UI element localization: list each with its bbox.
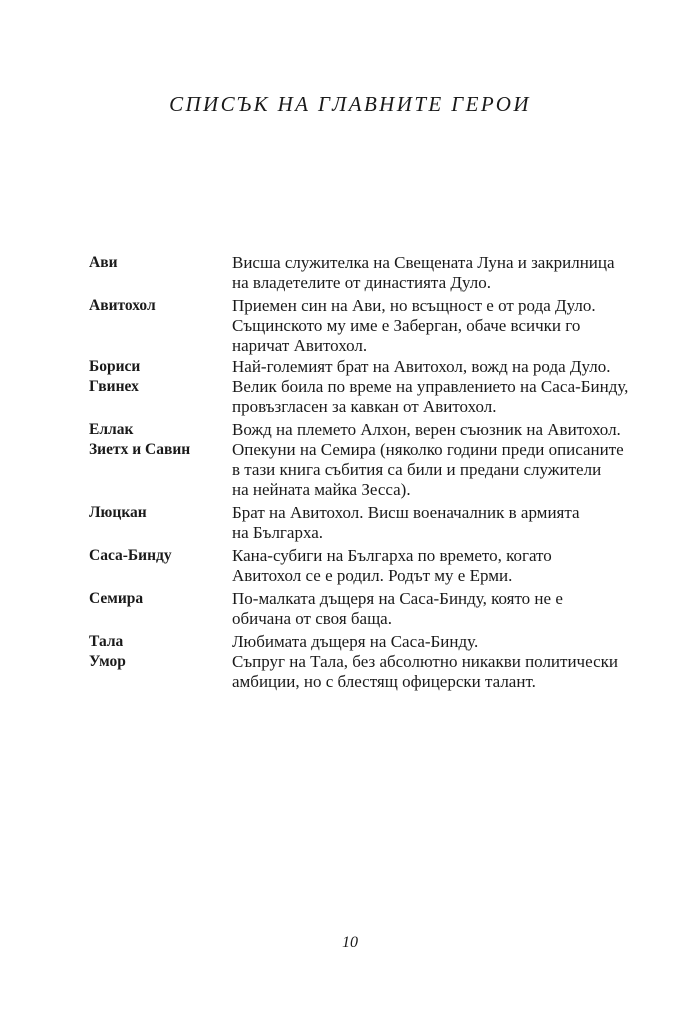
- character-entry: [89, 420, 679, 440]
- description-line: Брат на Авитохол. Висш военачалник в армията: [232, 503, 580, 522]
- character-name: Бориси: [89, 358, 141, 375]
- character-entry: [89, 652, 679, 692]
- description-line: Същинското му име е Заберган, обаче всички го: [232, 316, 581, 335]
- character-entry: [89, 546, 679, 586]
- description-line: Съпруг на Тала, без абсолютно никакви политически: [232, 652, 618, 671]
- page-title: СПИСЪК НА ГЛАВНИТЕ ГЕРОИ: [169, 92, 531, 116]
- description-line: провъзгласен за кавкан от Авитохол.: [232, 397, 497, 416]
- character-entry: [89, 253, 679, 293]
- character-name: Ави: [89, 254, 118, 271]
- description-line: на Българха.: [232, 523, 324, 542]
- description-line: Най-големият брат на Авитохол, вожд на рода Дуло.: [232, 357, 611, 376]
- description-line: в тази книга събития са били и предани служители: [232, 460, 602, 479]
- description-line: наричат Авитохол.: [232, 336, 368, 355]
- description-line: По-малката дъщеря на Саса-Бинду, която не е: [232, 589, 563, 608]
- description-line: на нейната майка Зесса).: [232, 480, 411, 499]
- character-name: Тала: [89, 633, 124, 650]
- description-line: Вожд на племето Алхон, верен съюзник на Авитохол.: [232, 420, 621, 439]
- character-description: [232, 357, 679, 377]
- description-line: Приемен син на Ави, но всъщност е от рода Дуло.: [232, 296, 596, 315]
- description-line: Авитохол се е родил. Родът му е Ерми.: [232, 566, 513, 585]
- description-line: Опекуни на Семира (няколко години преди описаните: [232, 440, 624, 459]
- character-entry: [89, 377, 679, 417]
- character-entry: [89, 589, 679, 629]
- character-entry: [89, 440, 679, 500]
- character-entry: [89, 632, 679, 652]
- description-line: на владетелите от династията Дуло.: [232, 273, 491, 292]
- character-description: [232, 546, 679, 586]
- character-name: Люцкан: [89, 504, 147, 521]
- character-description: [232, 632, 679, 652]
- character-name: Еллак: [89, 421, 134, 438]
- character-name: Саса-Бинду: [89, 547, 172, 564]
- character-entry: [89, 296, 679, 356]
- page-number: 10: [342, 934, 358, 951]
- character-description: [232, 589, 679, 629]
- character-entry: [89, 357, 679, 377]
- character-list: [89, 253, 679, 692]
- character-name: Авитохол: [89, 297, 156, 314]
- character-description: [232, 440, 679, 500]
- character-description: [232, 420, 679, 440]
- character-entry: [89, 503, 679, 543]
- description-line: Висша служителка на Свещената Луна и закрилница: [232, 253, 615, 272]
- character-name: Семира: [89, 590, 144, 607]
- description-line: обичана от своя баща.: [232, 609, 392, 628]
- description-line: Любимата дъщеря на Саса-Бинду.: [232, 632, 479, 651]
- description-line: амбиции, но с блестящ офицерски талант.: [232, 672, 536, 691]
- character-description: [232, 377, 679, 417]
- character-name: Зиетх и Савин: [89, 441, 191, 458]
- description-line: Кана-субиги на Българха по времето, когато: [232, 546, 552, 565]
- character-description: [232, 296, 679, 356]
- description-line: Велик боила по време на управлението на Саса-Бинду,: [232, 377, 629, 396]
- character-description: [232, 503, 679, 543]
- character-name: Умор: [89, 653, 126, 670]
- character-description: [232, 253, 679, 293]
- character-name: Гвинех: [89, 378, 139, 395]
- character-description: [232, 652, 679, 692]
